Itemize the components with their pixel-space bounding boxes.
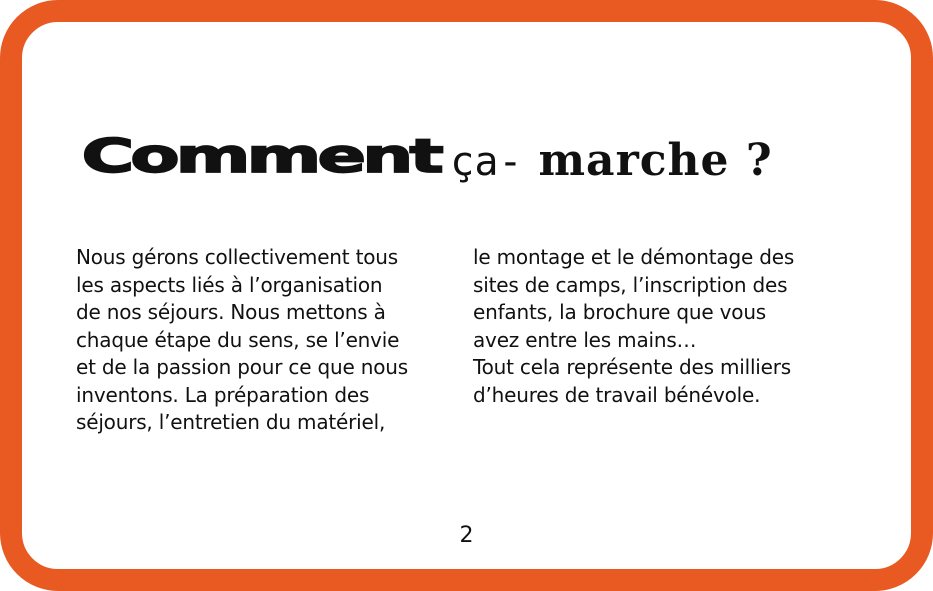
body-line: et de la passion pour ce que nous <box>76 355 408 379</box>
title-part-marche: marche ? <box>538 135 773 186</box>
body-line: de nos séjours. Nous mettons à <box>76 300 386 324</box>
body-line: le montage et le démontage des <box>473 245 795 269</box>
body-line: Tout cela représente des milliers <box>473 355 792 379</box>
body-line: avez entre les mains… <box>473 327 697 352</box>
body-line: Nous gérons collectivement tous <box>76 245 398 269</box>
page-title <box>0 122 933 192</box>
body-line: inventons. La préparation des <box>76 382 370 407</box>
body-line: d’heures de travail bénévole. <box>473 382 761 407</box>
body-line: chaque étape du sens, se l’envie <box>76 327 400 352</box>
title-part-ca: ça- <box>450 139 523 185</box>
body-line: enfants, la brochure que vous <box>473 300 767 324</box>
body-column-left <box>76 244 448 437</box>
body-line: séjours, l’entretien du matériel, <box>76 410 386 434</box>
title-part-comment: Comment <box>81 129 441 184</box>
body-line: sites de camps, l’inscription des <box>473 272 788 297</box>
body-column-right <box>473 244 853 409</box>
body-line: les aspects liés à l’organisation <box>76 272 383 297</box>
page-number: 2 <box>459 523 474 548</box>
